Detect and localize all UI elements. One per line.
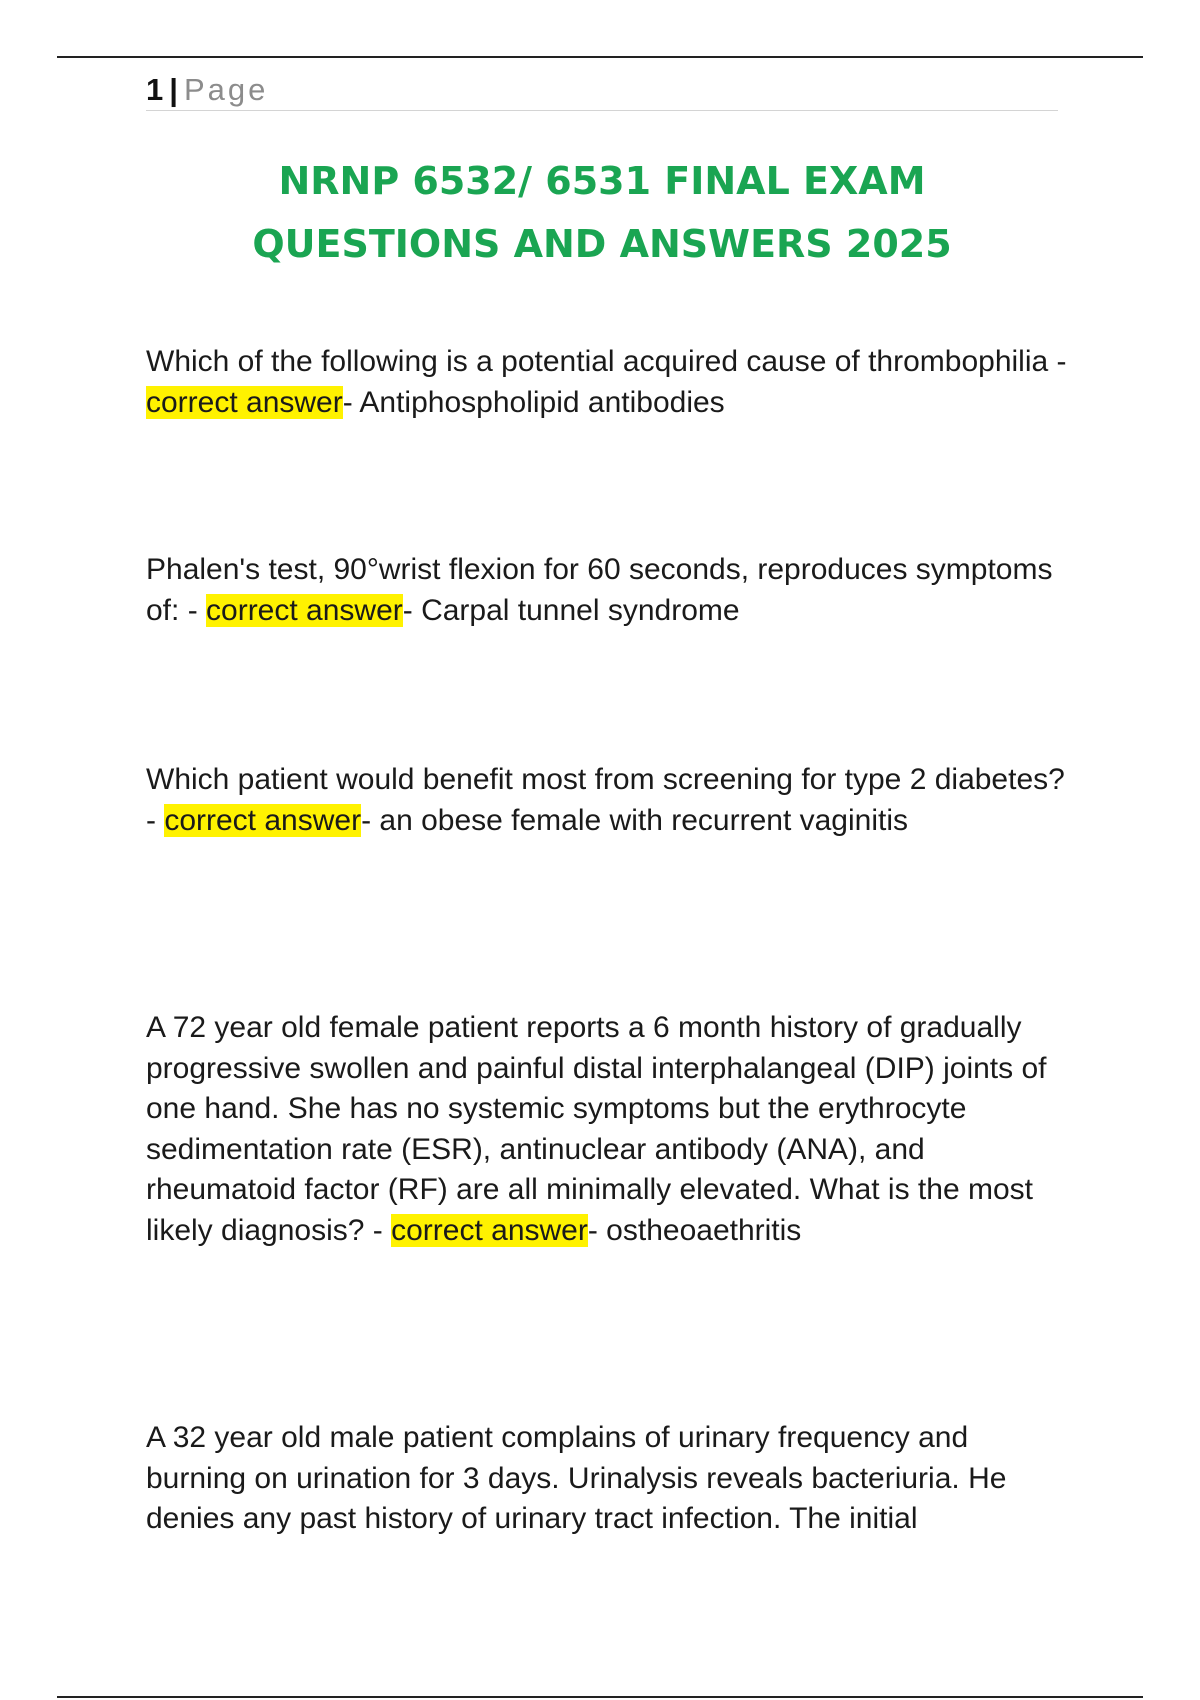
top-rule bbox=[57, 56, 1143, 58]
answer-text: - Carpal tunnel syndrome bbox=[402, 593, 740, 627]
answer-label: correct answer bbox=[164, 803, 362, 837]
title-line-2: QUESTIONS AND ANSWERS 2025 bbox=[252, 222, 952, 266]
page-number: 1 bbox=[146, 72, 164, 107]
qa-item-3 bbox=[146, 760, 1076, 841]
title-line-1: NRNP 6532/ 6531 FINAL EXAM bbox=[278, 159, 926, 203]
question-text: A 32 year old male patient complains of urinary frequency and burning on urination for 3 days. Urinalysis reveals bacteriuria. He denies any past history of urinary tract infection. The initial bbox=[146, 1421, 1007, 1535]
qa-item-1 bbox=[146, 342, 1076, 423]
answer-label: correct answer bbox=[146, 385, 343, 419]
question-text: A 72 year old female patient reports a 6 month history of gradually progressive swollen and painful distal interphalangeal (DIP) joints of one hand. She has no systemic symptoms but the erythrocyte sedimentation rate (ESR), antinuclear antibody (ANA), and rheumatoid factor (RF) are all minimally elevated. What is the most likely diagnosis? - bbox=[146, 1011, 1047, 1247]
question-text: Which patient would benefit most from screening for type 2 diabetes? - bbox=[146, 763, 1065, 837]
document-title bbox=[146, 150, 1058, 276]
answer-label: correct answer bbox=[391, 1213, 588, 1247]
qa-item-5 bbox=[146, 1418, 1076, 1540]
qa-item-4 bbox=[146, 1008, 1076, 1251]
qa-item-2 bbox=[146, 550, 1076, 631]
answer-label: correct answer bbox=[206, 593, 403, 627]
question-text: Which of the following is a potential acquired cause of thrombophilia - bbox=[146, 345, 1067, 378]
bottom-rule bbox=[57, 1696, 1143, 1698]
page-separator: | bbox=[169, 72, 178, 107]
answer-text: - ostheoaethritis bbox=[587, 1213, 802, 1247]
question-text: Phalen's test, 90°wrist flexion for 60 seconds, reproduces symptoms of: - bbox=[146, 553, 1053, 627]
page-header bbox=[146, 70, 1058, 111]
page-label: Page bbox=[183, 72, 269, 107]
answer-text: - an obese female with recurrent vaginitis bbox=[361, 803, 908, 837]
answer-text: - Antiphospholipid antibodies bbox=[342, 385, 725, 419]
